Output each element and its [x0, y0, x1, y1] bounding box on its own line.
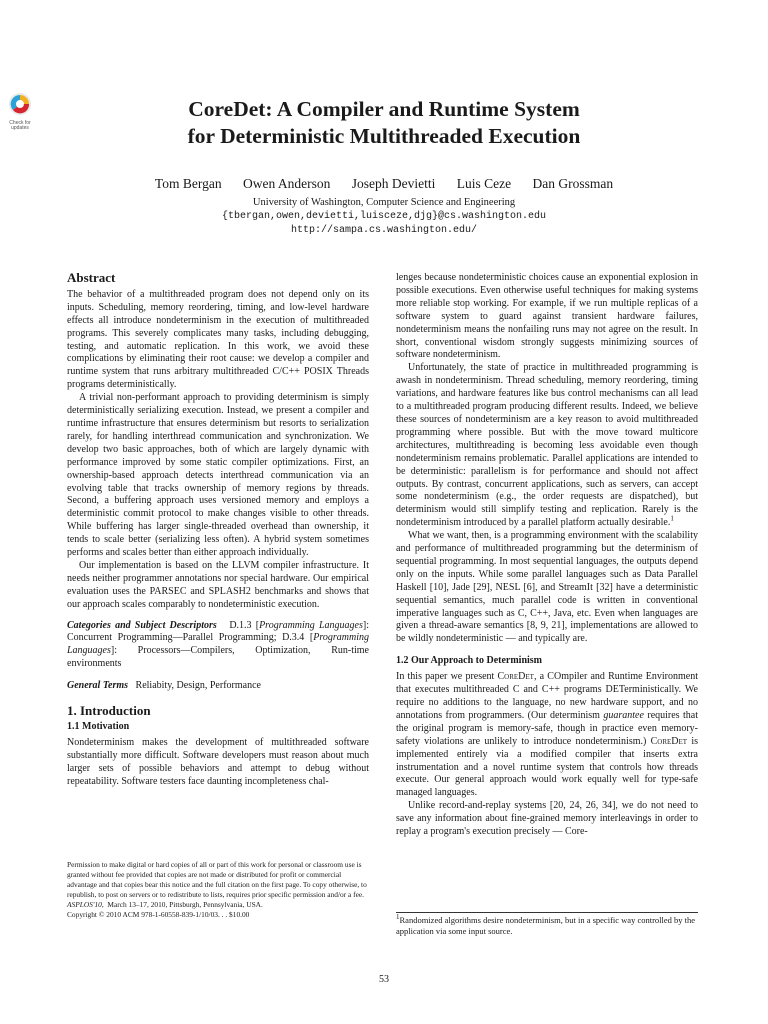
- approach-paragraph: [396, 671, 698, 800]
- group-url[interactable]: http://sampa.cs.washington.edu/: [290, 225, 478, 236]
- page-number: 53: [379, 974, 389, 985]
- intro-paragraph: What we want, then, is a programming environment with the scalability and performance of multithreaded programming but the determinism of sequential programming. In most sequential languages, the outputs depend only on the inputs. While some parallel languages such as Data Parallel Haskell [10], Jade [29], NESL [6], and StreamIt [32] have a deterministic sequential semantics, much parallel code is written in conventional imperative languages such as C, C++, Java, etc. Even when languages are given a thread-aware semantics [8, 9, 21], implementations are allowed to be wildly nondeterministic — and typically are.: [396, 530, 698, 645]
- paper-title-line-1: CoreDet: A Compiler and Runtime System: [188, 97, 580, 121]
- author: Dan Grossman: [532, 176, 614, 191]
- coredet-name: CoreDet: [650, 735, 688, 747]
- venue-line: [67, 900, 369, 910]
- right-column: [396, 272, 698, 839]
- venue-details: March 13–17, 2010, Pittsburgh, Pennsylvania, USA.: [107, 900, 263, 909]
- categories-d34-topic: Programming Languages: [67, 632, 369, 657]
- footnote-mark: 1: [396, 913, 400, 922]
- approach-text: is implemented entirely via a modified compiler that inserts extra instrumentation and a novel runtime system that controls how threads execute. Our general approach would work equally well for type-safe managed languages.: [396, 735, 698, 799]
- subsection-heading-motivation: 1.1 Motivation: [67, 721, 130, 732]
- footnote-body: Randomized algorithms desire nondeterminism, but in a specific way controlled by the application via some input source.: [396, 915, 696, 936]
- intro-paragraph: Nondeterminism makes the development of multithreaded software substantially more difficult. Software developers must reason about much larger sets of possible behaviors and attempt to debug without repeatability. Software testers face daunting incompleteness chal-: [67, 736, 369, 787]
- footnote-text: [396, 915, 698, 937]
- permission-text: Permission to make digital or hard copies of all or part of this work for personal or classroom use is granted without fee provided that copies are not made or distributed for profit or commercial advantage and that copies bear this notice and the full citation on the first page. To copy otherwise, to republish, to post on servers or to redistribute to lists, requires prior specific permission and/or a fee.: [67, 860, 367, 899]
- subsection-heading-approach: 1.2 Our Approach to Determinism: [396, 655, 543, 667]
- abstract-heading: Abstract: [67, 270, 116, 285]
- categories-d34-rest: ]: Processors—Compilers, Optimization, Run-time environments: [67, 645, 369, 670]
- categories-heading: Categories and Subject Descriptors: [67, 619, 217, 631]
- institution: University of Washington, Computer Science and Engineering: [252, 197, 516, 208]
- copyright-line: Copyright © 2010 ACM 978-1-60558-839-1/10/03. . . $10.00: [67, 910, 250, 919]
- general-terms: [67, 680, 369, 693]
- intro-paragraph-continued: lenges because nondeterministic choices cause an exponential explosion in possible executions. Even otherwise useful techniques for making systems more reliable stop working. For example, if we run multiple replicas of a software system to guard against transient hardware failures, nondeterminism means the nonfailing runs may not agree on the result. In short, conventional wisdom strongly suggests minimizing sources of software nondeterminism.: [396, 272, 698, 361]
- guarantee-emphasis: guarantee: [603, 709, 644, 721]
- author-emails: {tbergan,owen,devietti,luisceze,djg}@cs.washington.edu: [221, 211, 547, 222]
- author-list: [0, 176, 768, 192]
- abstract-paragraph: The behavior of a multithreaded program does not depend only on its inputs. Scheduling, memory reordering, timing, and low-level hardware effects all introduce nondeterminism in the execution of multithreaded programs. This severely complicates many tasks, including debugging, testing, and automatic replication. In this work, we avoid these complications by eliminating their root cause: we develop a compiler and runtime system that runs arbitrary multithreaded C/C++ POSIX Threads programs deterministically.: [67, 288, 369, 391]
- venue-name: ASPLOS'10,: [67, 900, 104, 909]
- intro-paragraph: [396, 362, 698, 530]
- abstract-paragraph: Our implementation is based on the LLVM compiler infrastructure. It needs neither programmer annotations nor special hardware. Our empirical evaluation uses the PARSEC and SPLASH2 benchmarks and shows that our approach scales comparably to nondeterministic execution.: [67, 559, 369, 610]
- intro-paragraph-2-text: Unfortunately, the state of practice in multithreaded programming is awash in nondeterminism. Thread scheduling, memory reordering, timing variations, and hardware features like bus control mechanisms can all lead to a multithreaded program producing different results. Indeed, we believe these sources of nondeterminism are a key reason to avoid multithreaded programming where possible. But with the move toward multicore architectures, multithreading is becoming less avoidable even though nondeterminism remains problematic. Parallel applications are intended to be deterministic: parallelism is for performance and should not affect outputs. By contrast, concurrent applications, such as servers, can accept some nondeterminism (e.g., the order requests are dispatched), but determinism would still simplify testing and replication. Rarely is the nondeterminism introduced by a parallel platform actually desirable.: [396, 362, 698, 529]
- left-column: [67, 272, 369, 789]
- coredet-name: CoreDet: [497, 671, 534, 683]
- author: Owen Anderson: [242, 176, 331, 191]
- abstract-paragraph: A trivial non-performant approach to providing determinism is simply deterministically serializing execution. Instead, we present a compiler and runtime infrastructure that ensures determinism but resorts to serialization rarely, for handling interthread communication and synchronization. We develop two basic approaches, both of which are largely dynamic with performance improved by some static compiler optimizations. First, an ownership-based approach detects interthread communication via an evolving table that tracks ownership of memory regions by threads. Second, a buffering approach uses versioned memory and employs a deterministic commit protocol to make changes visible to other threads. While buffering has larger single-threaded overhead than ownership, it tends to scale better (serializing less often). A hybrid system sometimes performs and scales better than either approach individually.: [67, 392, 369, 559]
- categories-descriptors: [67, 620, 369, 672]
- paper-title: [0, 96, 768, 150]
- affiliation-block: [0, 196, 768, 238]
- approach-text: In this paper we present: [396, 671, 498, 683]
- general-terms-heading: General Terms: [67, 680, 129, 692]
- author: Luis Ceze: [456, 176, 512, 191]
- approach-text: , a COmpiler and Runtime Environment that executes multithreaded C and C++ programs DETerministically. We require no additions to the language, no new hardware support, and no annotations from programmers. (Our determinism: [396, 671, 698, 721]
- paper-title-line-2: for Deterministic Multithreaded Execution: [187, 124, 581, 148]
- approach-paragraph: Unlike record-and-replay systems [20, 24, 26, 34], we do not need to save any information about fine-grained memory interleavings in order to replay a program's execution precisely — Core-: [396, 800, 698, 838]
- categories-d13-code: D.1.3 [: [229, 619, 260, 631]
- author: Joseph Devietti: [351, 176, 436, 191]
- check-for-updates-label-1: Check for: [9, 120, 31, 126]
- general-terms-text: Reliabity, Design, Performance: [135, 680, 261, 692]
- footnote-marker[interactable]: 1: [670, 514, 674, 523]
- categories-d13-rest: ]: Concurrent Programming—Parallel Programming; D.3.4 [: [67, 619, 369, 644]
- section-heading-introduction: 1. Introduction: [67, 703, 151, 719]
- approach-text: requires that the original program is memory-safe, though in practice even memory-safety violations are unlikely to introduce nondeterminism.): [396, 709, 699, 747]
- categories-d13-topic: Programming Languages: [259, 619, 363, 631]
- permission-notice: [67, 860, 369, 920]
- footnote: [396, 912, 698, 937]
- author: Tom Bergan: [154, 176, 222, 191]
- check-for-updates-label-2: updates: [11, 125, 29, 131]
